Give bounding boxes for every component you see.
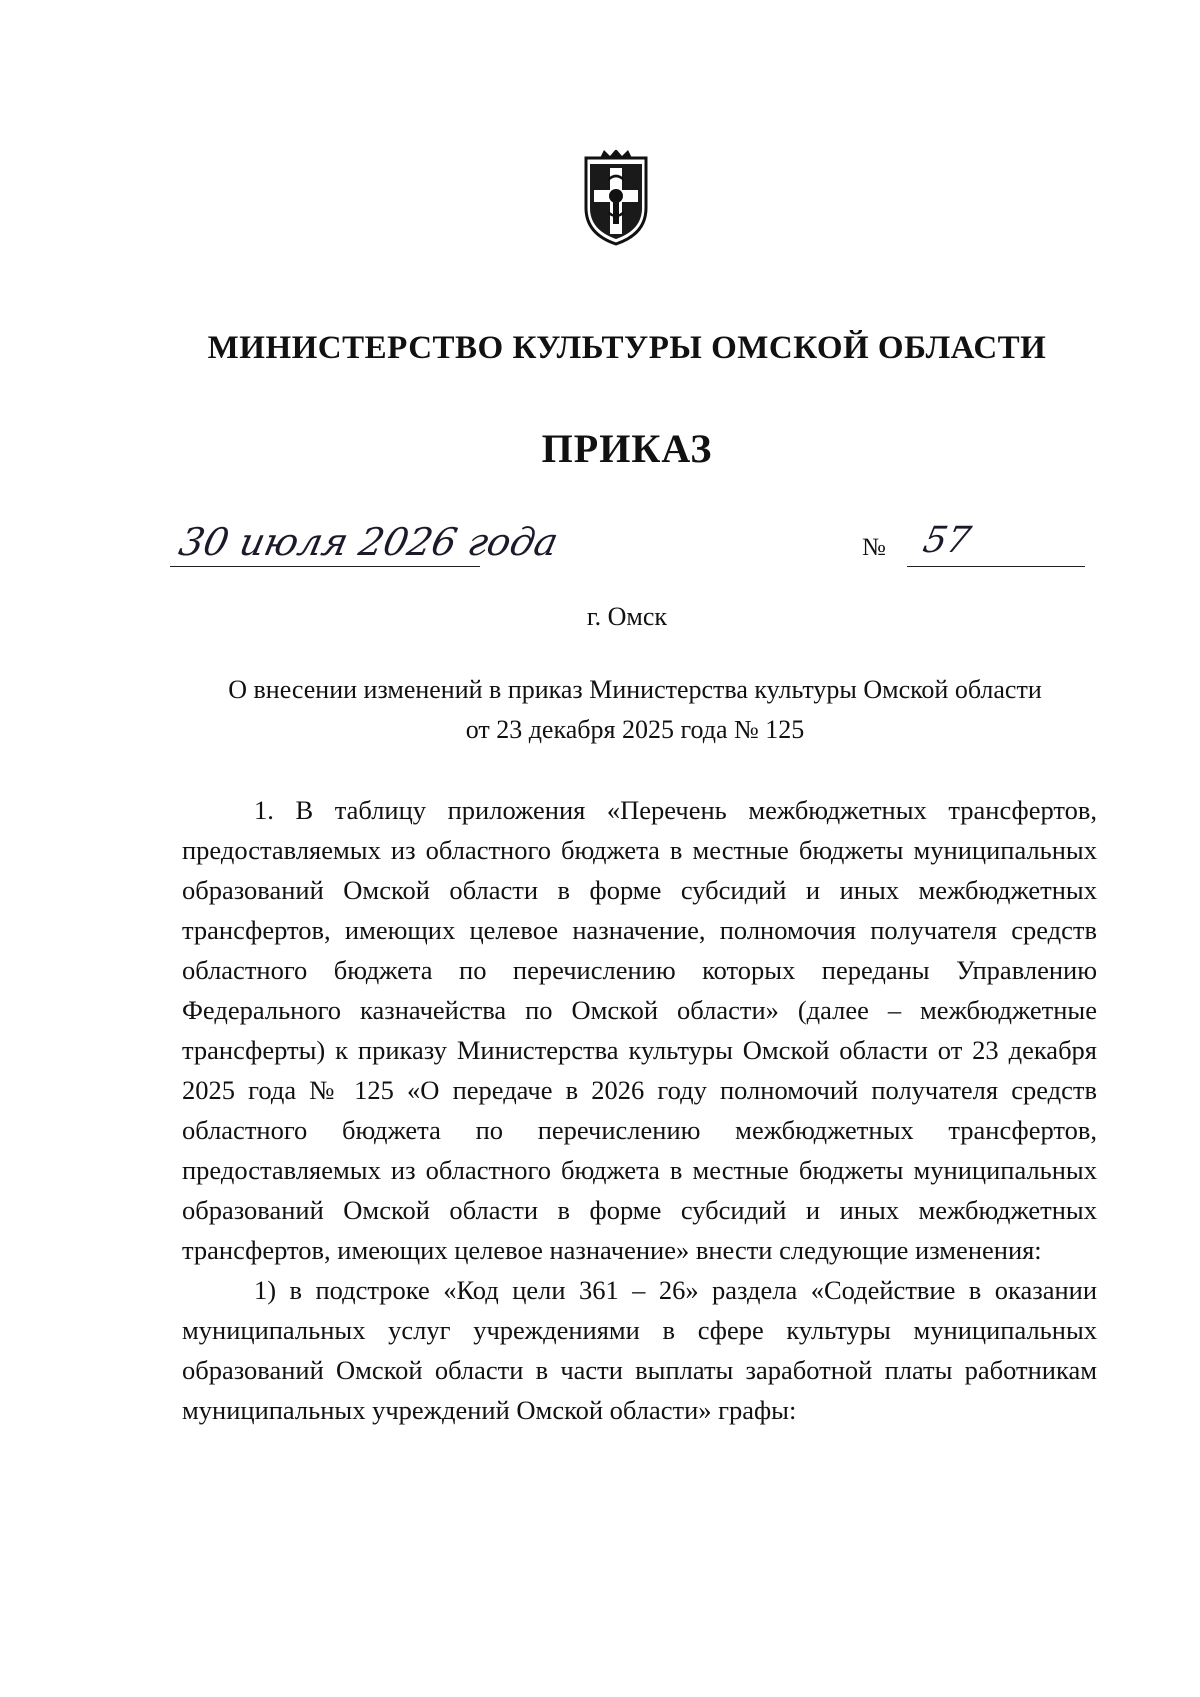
number-sign: №: [862, 534, 886, 561]
subject-line-2: от 23 декабря 2025 года № 125: [465, 715, 805, 744]
date-underline: [170, 566, 480, 567]
paragraph-2: 1) в подстроке «Код цели 361 – 26» раздела «Содействие в оказании муниципальных услуг учреждениями в сфере культуры муниципальных образований Омской области в части выплаты заработной платы работникам муниципальных учреждений Омской области» графы:: [182, 1275, 1097, 1425]
coat-of-arms-icon: [582, 150, 650, 246]
city: г. Омск: [586, 602, 668, 631]
ministry-name: МИНИСТЕРСТВО КУЛЬТУРЫ ОМСКОЙ ОБЛАСТИ: [207, 330, 1047, 366]
handwritten-date: 30 июля 2026 года: [175, 520, 563, 564]
order-number: [862, 520, 1092, 570]
order-title: ПРИКАЗ: [541, 426, 713, 471]
paragraph-1: 1. В таблицу приложения «Перечень межбюджетных трансфертов, предоставляемых из областного бюджета в местные бюджеты муниципальных образований Омской области в форме субсидий и иных межбюджетных трансфертов, имеющих целевое назначение, полномочия получателя средств областного бюджета по перечислению которых переданы Управлению Федерального казначейства по Омской области» (далее – межбюджетные трансферты) к приказу Министерства культуры Омской области от 23 декабря 2025 года № 125 «О передаче в 2026 году полномочий получателя средств областного бюджета по перечислению межбюджетных трансфертов, предоставляемых из областного бюджета в местные бюджеты муниципальных образований Омской области в форме субсидий и иных межбюджетных трансфертов, имеющих целевое назначение» внести следующие изменения:: [182, 795, 1097, 1265]
subject-line-1: О внесении изменений в приказ Министерства культуры Омской области: [228, 675, 1042, 704]
order-subject: [190, 670, 1080, 750]
order-body: [182, 790, 1097, 1430]
number-underline: [907, 566, 1085, 567]
order-date: [170, 520, 620, 570]
handwritten-number: 57: [919, 520, 975, 561]
